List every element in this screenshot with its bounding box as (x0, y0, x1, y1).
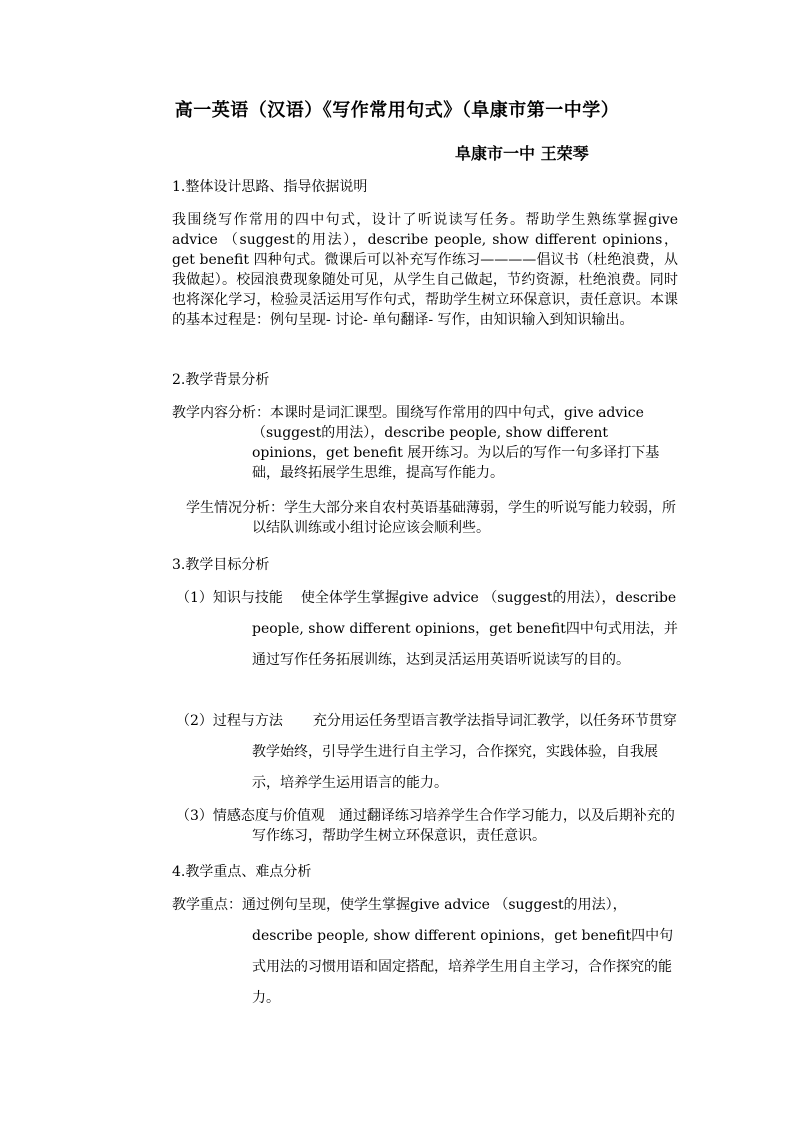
section-1-body: 我围绕写作常用的四中句式，设计了听说读写任务。帮助学生熟练掌握give advice （suggest的用法），describe people, show different opinions，get benefit 四种句式。微课后可以补充写作练习————倡议书（杜绝浪费，从我做起）。校园浪费现象随处可见，从学生自己做起，节约资源，杜绝浪费。同时也将深化学习，检验灵活运用写作句式，帮助学生树立环保意识，责任意识。本课的基本过程是：例句呈现- 讨论- 单句翻译- 写作，由知识输入到知识输出。 (172, 212, 678, 328)
objective-knowledge-label: （1）知识与技能 (176, 590, 283, 606)
section-2-heading: 2.教学背景分析 (172, 372, 270, 388)
content-analysis (172, 403, 678, 483)
student-analysis-label: 学生情况分析： (186, 500, 284, 516)
section-4-heading: 4.教学重点、难点分析 (172, 864, 312, 880)
objective-knowledge (176, 583, 678, 676)
objective-process (176, 706, 678, 799)
student-analysis (186, 498, 678, 538)
objective-attitude (176, 806, 678, 846)
teaching-focus-label: 教学重点： (172, 897, 242, 913)
section-3-heading: 3.教学目标分析 (172, 557, 270, 573)
teaching-focus (172, 890, 678, 1014)
student-analysis-body: 学生大部分来自农村英语基础薄弱，学生的听说写能力较弱，所以结队训练或小组讨论应该会顺利些。 (252, 500, 676, 536)
objective-knowledge-body: 使全体学生掌握give advice （suggest的用法），describe people, show different opinions，get benefit四中句式用法，并通过写作任务拓展训练，达到灵活运用英语听说读写的目的。 (252, 590, 678, 668)
teaching-focus-body: 通过例句呈现，使学生掌握give advice （suggest的用法），describe people, show different opinions，get benefit四中句式用法的习惯用语和固定搭配，培养学生用自主学习，合作探究的能力。 (242, 897, 674, 1006)
objective-attitude-body: 通过翻译练习培养学生合作学习能力，以及后期补充的写作练习，帮助学生树立环保意识，责任意识。 (252, 808, 675, 844)
objective-attitude-label: （3）情感态度与价值观 (176, 808, 325, 824)
objective-process-label: （2）过程与方法 (176, 713, 283, 729)
objective-process-body: 充分用运任务型语言教学法指导词汇教学，以任务环节贯穿教学始终，引导学生进行自主学习，合作探究，实践体验，自我展示，培养学生运用语言的能力。 (252, 713, 677, 791)
section-1-heading: 1.整体设计思路、指导依据说明 (172, 179, 368, 195)
document-author: 阜康市一中 王荣琴 (455, 144, 589, 163)
content-analysis-body: 本课时是词汇课型。围绕写作常用的四中句式，give advice （suggest的用法），describe people, show different opinions，get benefit 展开练习。为以后的写作一句多译打下基础，最终拓展学生思维，提高写作能力。 (252, 405, 660, 481)
content-analysis-label: 教学内容分析： (172, 405, 270, 421)
document-title: 高一英语（汉语）《写作常用句式》（阜康市第一中学） (174, 100, 620, 121)
